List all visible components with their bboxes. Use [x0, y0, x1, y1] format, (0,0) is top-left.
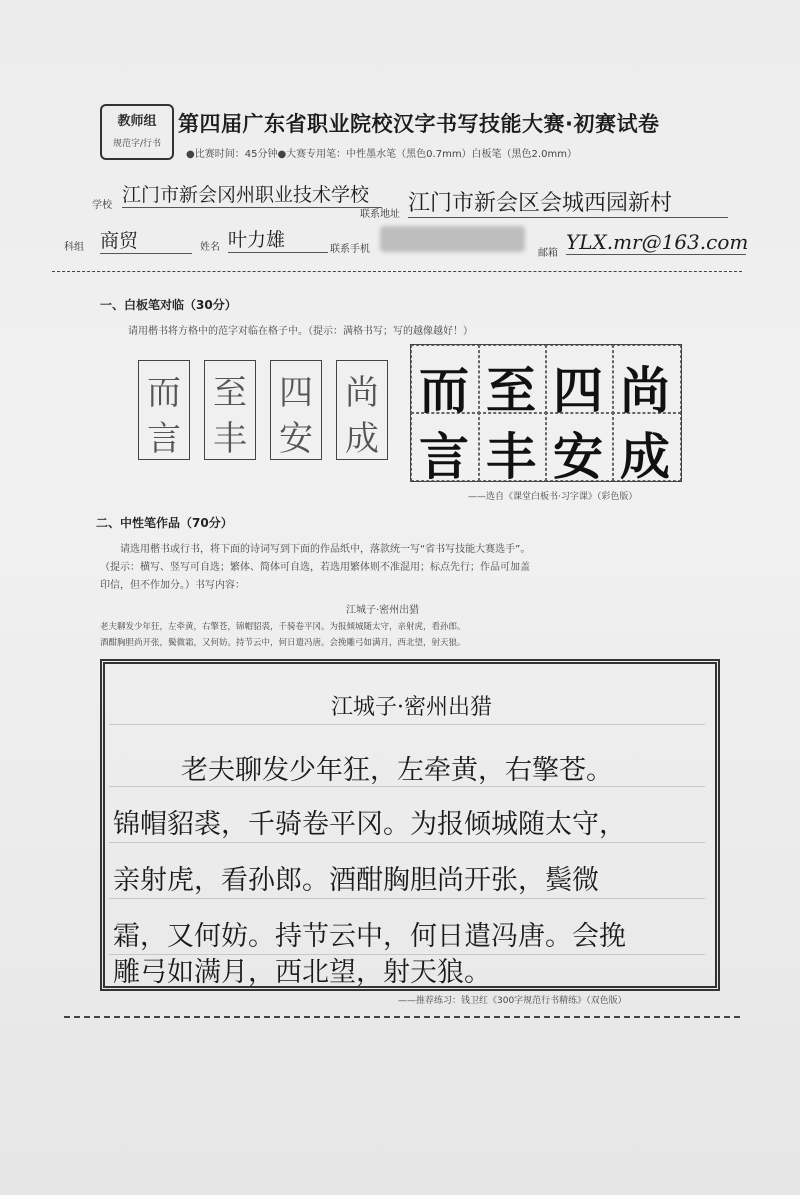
model-char: 丰 — [486, 427, 536, 486]
name-value: 叶力雄 — [228, 225, 328, 253]
model-char: 言 — [419, 427, 469, 486]
model-char: 成 — [620, 427, 670, 486]
work-line: 亲射虎，看孙郎。酒酣胸胆尚开张，鬓微 — [113, 865, 599, 896]
subject-value: 商贸 — [100, 226, 192, 254]
work-line: 雕弓如满月，西北望，射天狼。 — [113, 957, 491, 988]
email-value: YLX.mr@163.com — [566, 230, 749, 254]
poem-line: 酒酣胸胆尚开张，鬓微霜，又何妨。持节云中，何日遣冯唐。会挽雕弓如满月，西北望，射天狼。 — [100, 638, 466, 648]
practice-char: 丰 — [213, 419, 247, 459]
ruled-line — [109, 842, 705, 843]
practice-char: 成 — [345, 419, 379, 459]
phone-label: 联系手机 — [330, 244, 370, 255]
work-line: 锦帽貂裘，千骑卷平冈。为报倾城随太守， — [113, 809, 626, 840]
badge-main-text: 教师组 — [117, 114, 157, 129]
work-frame — [100, 659, 720, 991]
email-label: 邮箱 — [538, 248, 558, 259]
work-title: 江城子·密州出猎 — [331, 695, 492, 720]
model-char: 安 — [553, 427, 603, 486]
school-label: 学校 — [92, 200, 112, 211]
section2-heading: 二、中性笔作品（70分） — [96, 516, 233, 530]
badge-sub-text: 规范字/行书 — [112, 139, 162, 149]
practice-char: 至 — [213, 373, 247, 413]
name-label: 姓名 — [200, 242, 220, 253]
group-badge — [100, 104, 174, 160]
practice-box-2 — [204, 360, 256, 460]
work-line: 霜，又何妨。持节云中，何日遣冯唐。会挽 — [113, 921, 626, 952]
poem-line: 老夫聊发少年狂，左牵黄，右擎苍，锦帽貂裘，千骑卷平冈。为报倾城随太守，亲射虎，看孙郎。 — [100, 622, 466, 632]
model-char: 而 — [419, 361, 469, 420]
section2-instruction: 请选用楷书或行书，将下面的诗词写到下面的作品纸中，落款统一写“省书写技能大赛选手”。 — [120, 544, 531, 555]
section2-instruction: （提示：横写、竖写可自选；繁体、简体可自选，若选用繁体则不准混用；标点先行；作品可加盖 — [100, 562, 530, 573]
section1-source: ——选自《课堂白板书·习字课》（彩色版） — [468, 492, 638, 502]
practice-box-1 — [138, 360, 190, 460]
phone-redacted — [380, 226, 525, 252]
work-line: 老夫聊发少年狂，左牵黄，右擎苍。 — [181, 755, 613, 786]
model-char: 尚 — [620, 361, 670, 420]
practice-char: 言 — [147, 419, 181, 459]
practice-char: 而 — [147, 373, 181, 413]
model-char: 至 — [486, 361, 536, 420]
divider-bottom — [64, 1016, 740, 1018]
school-value: 江门市新会冈州职业技术学校 — [122, 180, 382, 208]
address-label: 联系地址 — [360, 209, 400, 220]
work-source: ——推荐练习：钱卫红《300字规范行书精练》（双色版） — [398, 996, 627, 1006]
ruled-line — [109, 898, 705, 899]
practice-box-4 — [336, 360, 388, 460]
practice-char: 安 — [279, 419, 313, 459]
section1-instruction: 请用楷书将方格中的范字对临在格子中。（提示：满格书写；写的越像越好！） — [128, 326, 473, 337]
practice-char: 四 — [279, 373, 313, 413]
section1-heading: 一、白板笔对临（30分） — [100, 298, 237, 312]
poem-title: 江城子·密州出猎 — [346, 605, 420, 616]
exam-title: 第四届广东省职业院校汉字书写技能大赛·初赛试卷 — [178, 112, 660, 136]
practice-box-3 — [270, 360, 322, 460]
address-value: 江门市新会区会城西园新村 — [408, 186, 728, 218]
exam-info: ●比赛时间：45分钟●大赛专用笔：中性墨水笔（黑色0.7mm）白板笔（黑色2.0mm） — [186, 149, 577, 160]
section2-instruction: 印信，但不作加分。）书写内容： — [100, 580, 245, 591]
ruled-line — [109, 724, 705, 725]
divider-top — [52, 271, 742, 272]
model-grid — [410, 344, 682, 486]
practice-char: 尚 — [345, 373, 379, 413]
model-char: 四 — [553, 361, 603, 420]
subject-label: 科组 — [64, 242, 84, 253]
